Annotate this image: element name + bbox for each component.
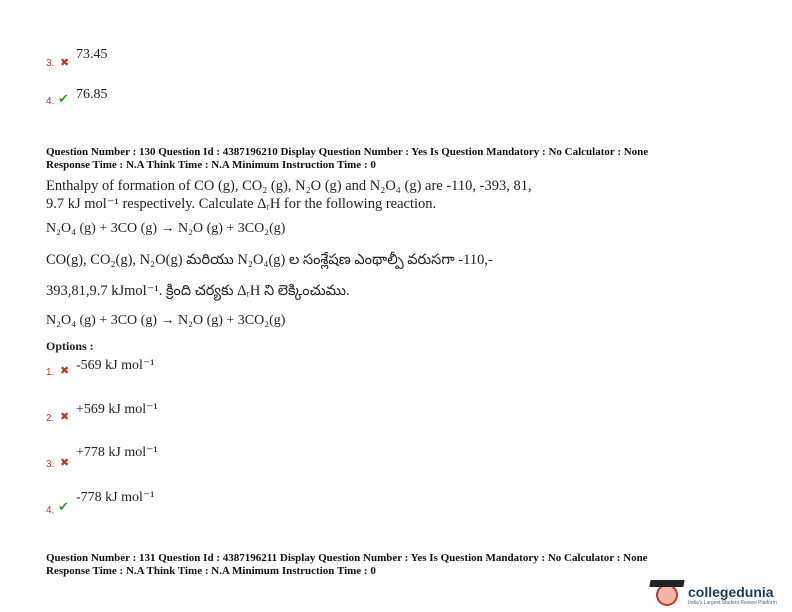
collegedunia-logo [648,580,792,610]
question-meta-line: Response Time : N.A Think Time : N.A Minimum Instruction Time : 0 [46,159,376,171]
correct-mark-icon: ✔ [58,500,69,515]
question-meta-line: Response Time : N.A Think Time : N.A Minimum Instruction Time : 0 [46,565,376,577]
question-meta-line: Question Number : 131 Question Id : 4387196211 Display Question Number : Yes Is Question Mandatory : No Calculator : None [46,552,648,564]
option-text: 76.85 [76,87,108,102]
option-text: -778 kJ mol⁻¹ [76,490,155,505]
question-text-english: 9.7 kJ mol⁻¹ respectively. Calculate ΔᵣH for the following reaction. [46,196,437,212]
question-text-telugu: 393,81,9.7 kJmol⁻¹. క్రింది చర్యకు ΔᵣH ని లెక్కించుము. [46,283,350,299]
option-text: -569 kJ mol⁻¹ [76,358,155,373]
option-text: +778 kJ mol⁻¹ [76,445,158,460]
wrong-mark-icon: ✖ [60,56,70,69]
wrong-mark-icon: ✖ [60,456,70,469]
options-label: Options : [46,339,94,353]
wrong-mark-icon: ✖ [60,410,70,423]
question-text-english: Enthalpy of formation of CO (g), CO₂ (g), N₂O (g) and N₂O₄ (g) are -110, -393, 81, [46,178,532,194]
option-number: 4. [46,96,55,107]
reaction-equation: N₂O₄ (g) + 3CO (g) → N₂O (g) + 3CO₂(g) [46,221,286,236]
question-meta-line: Question Number : 130 Question Id : 4387196210 Display Question Number : Yes Is Question Mandatory : No Calculator : None [46,146,649,158]
option-number: 2. [46,413,55,424]
correct-mark-icon: ✔ [58,92,69,107]
option-text: 73.45 [76,47,108,62]
option-number: 3. [46,459,55,470]
wrong-mark-icon: ✖ [60,364,70,377]
question-text-telugu: CO(g), CO₂(g), N₂O(g) మరియు N₂O₄(g) ల సంశ్లేషణ ఎంథాల్పీ వరుసగా -110,- [46,252,493,268]
option-number: 3. [46,58,55,69]
logo-wordmark: collegedunia [688,584,774,600]
option-number: 4. [46,505,55,516]
logo-tagline: India's Largest Student Review Platform [688,600,777,606]
mascot-icon [656,584,678,606]
graduation-cap-icon [649,580,684,587]
option-number: 1. [46,367,55,378]
option-text: +569 kJ mol⁻¹ [76,402,158,417]
reaction-equation: N₂O₄ (g) + 3CO (g) → N₂O (g) + 3CO₂(g) [46,313,286,328]
